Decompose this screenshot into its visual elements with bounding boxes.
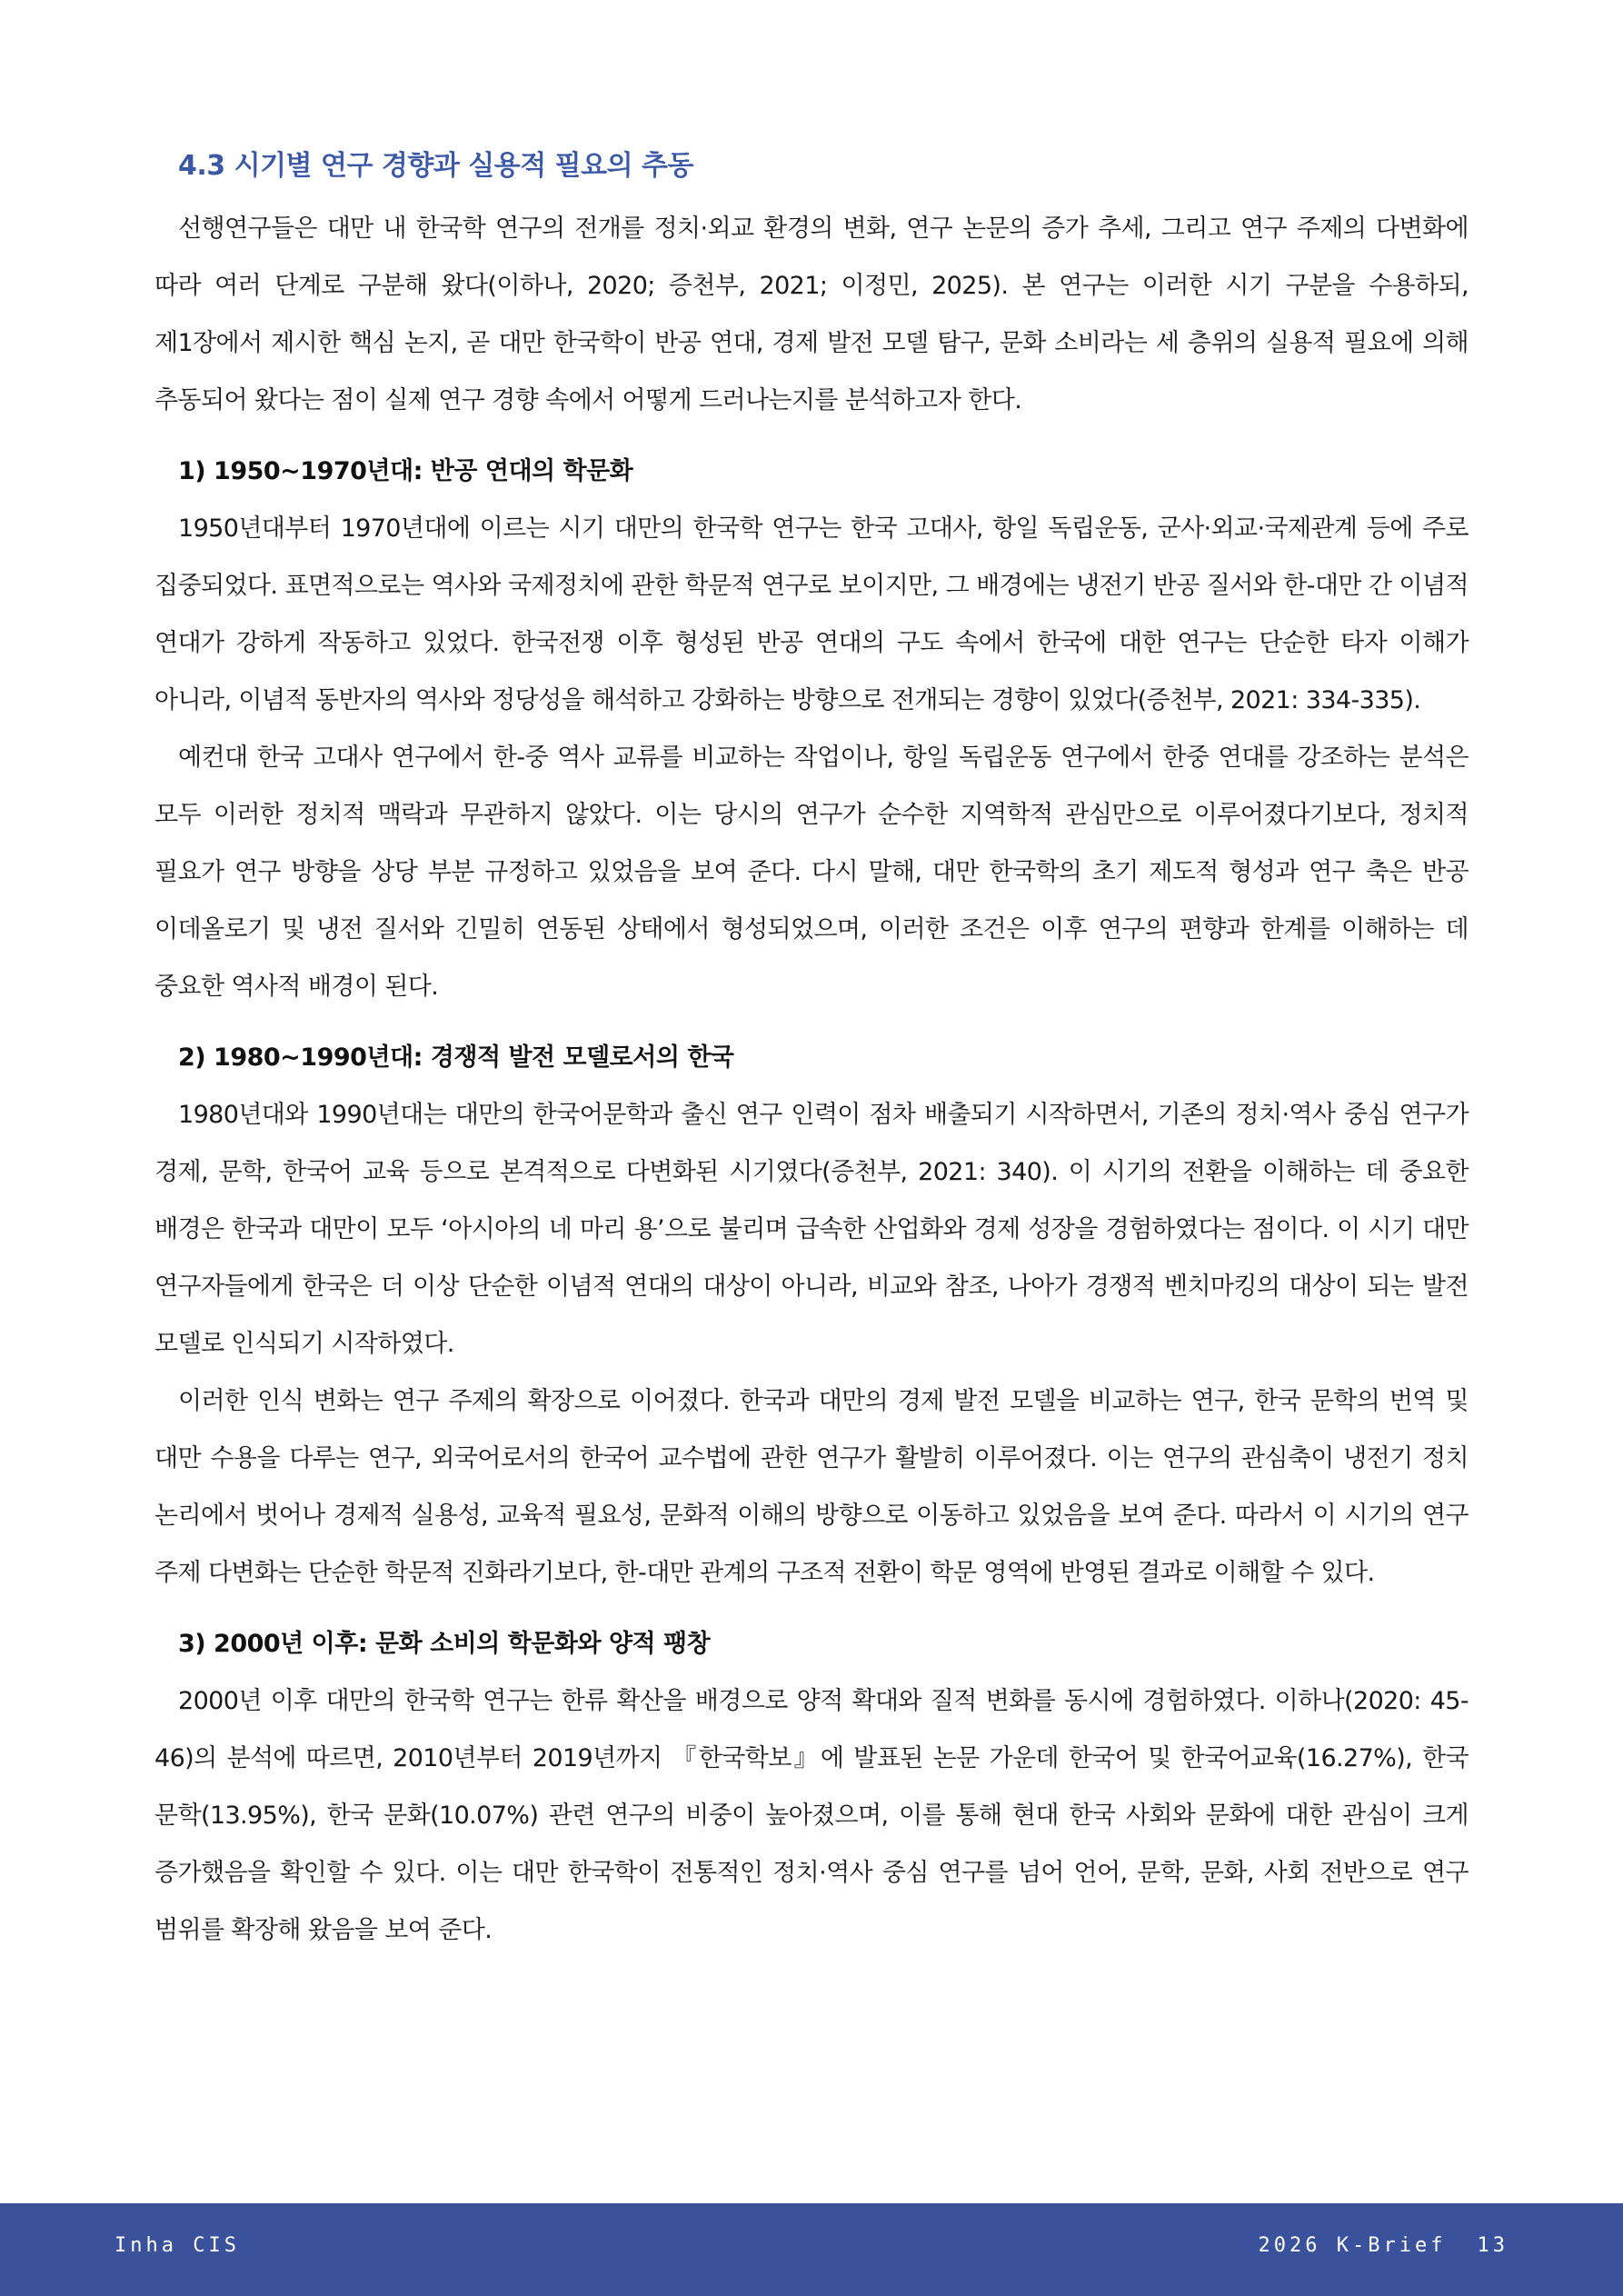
document-body xyxy=(154,145,1469,1959)
page-footer xyxy=(0,2203,1623,2296)
subsection-2000s xyxy=(154,1622,1469,1959)
subsection-heading: 1) 1950~1970년대: 반공 연대의 학문화 xyxy=(178,457,633,485)
paragraph: 1980년대와 1990년대는 대만의 한국어문학과 출신 연구 인력이 점차 배출되기 시작하면서, 기존의 정치·역사 중심 연구가 경제, 문학, 한국어 교육 등으로 본격적으로 다변화된 시기였다(증천부, 2021: 340). 이 시기의 전환을 이해하는 데 중요한 배경은 한국과 대만이 모두 ‘아시아의 네 마리 용’으로 불리며 급속한 산업화와 경제 성장을 경험하였다는 점이다. 이 시기 대만 연구자들에게 한국은 더 이상 단순한 이념적 연대의 대상이 아니라, 비교와 참조, 나아가 경쟁적 벤치마킹의 대상이 되는 발전 모델로 인식되기 시작하였다. xyxy=(154,1101,1469,1358)
paragraph: 예컨대 한국 고대사 연구에서 한-중 역사 교류를 비교하는 작업이나, 항일 독립운동 연구에서 한중 연대를 강조하는 분석은 모두 이러한 정치적 맥락과 무관하지 않았다. 이는 당시의 연구가 순수한 지역학적 관심만으로 이루어졌다기보다, 정치적 필요가 연구 방향을 상당 부분 규정하고 있었음을 보여 준다. 다시 말해, 대만 한국학의 초기 제도적 형성과 연구 축은 반공 이데올로기 및 냉전 질서와 긴밀히 연동된 상태에서 형성되었으며, 이러한 조건은 이후 연구의 편향과 한계를 이해하는 데 중요한 역사적 배경이 된다. xyxy=(154,744,1469,1001)
paragraph: 1950년대부터 1970년대에 이르는 시기 대만의 한국학 연구는 한국 고대사, 항일 독립운동, 군사·외교·국제관계 등에 주로 집중되었다. 표면적으로는 역사와 국제정치에 관한 학문적 연구로 보이지만, 그 배경에는 냉전기 반공 질서와 한-대만 간 이념적 연대가 강하게 작동하고 있었다. 한국전쟁 이후 형성된 반공 연대의 구도 속에서 한국에 대한 연구는 단순한 타자 이해가 아니라, 이념적 동반자의 역사와 정당성을 해석하고 강화하는 방향으로 전개되는 경향이 있었다(증천부, 2021: 334-335). xyxy=(154,514,1469,714)
paragraph: 이러한 인식 변화는 연구 주제의 확장으로 이어졌다. 한국과 대만의 경제 발전 모델을 비교하는 연구, 한국 문학의 번역 및 대만 수용을 다루는 연구, 외국어로서의 한국어 교수법에 관한 연구가 활발히 이루어졌다. 이는 연구의 관심축이 냉전기 정치 논리에서 벗어나 경제적 실용성, 교육적 필요성, 문화적 이해의 방향으로 이동하고 있었음을 보여 준다. 따라서 이 시기의 연구 주제 다변화는 단순한 학문적 진화라기보다, 한-대만 관계의 구조적 전환이 학문 영역에 반영된 결과로 이해할 수 있다. xyxy=(154,1387,1469,1587)
footer-right xyxy=(1259,2234,1508,2257)
subsection-heading: 2) 1980~1990년대: 경쟁적 발전 모델로서의 한국 xyxy=(178,1043,734,1072)
subsection-heading: 3) 2000년 이후: 문화 소비의 학문화와 양적 팽창 xyxy=(178,1630,711,1658)
subsection-1980s-1990s xyxy=(154,1035,1469,1602)
footer-org-name: Inha CIS xyxy=(115,2234,240,2257)
page-number: 13 xyxy=(1477,2234,1508,2257)
intro-paragraph: 선행연구들은 대만 내 한국학 연구의 전개를 정치·외교 환경의 변화, 연구 논문의 증가 추세, 그리고 연구 주제의 다변화에 따라 여러 단계로 구분해 왔다(이하나, 2020; 증천부, 2021; 이정민, 2025). 본 연구는 이러한 시기 구분을 수용하되, 제1장에서 제시한 핵심 논지, 곧 대만 한국학이 반공 연대, 경제 발전 모델 탐구, 문화 소비라는 세 층위의 실용적 필요에 의해 추동되어 왔다는 점이 실제 연구 경향 속에서 어떻게 드러나는지를 분석하고자 한다. xyxy=(154,215,1469,414)
section-heading: 4.3 시기별 연구 경향과 실용적 필요의 추동 xyxy=(178,150,693,182)
subsection-1950s-1970s xyxy=(154,449,1469,1015)
paragraph: 2000년 이후 대만의 한국학 연구는 한류 확산을 배경으로 양적 확대와 질적 변화를 동시에 경험하였다. 이하나(2020: 45-46)의 분석에 따르면, 2010년부터 2019년까지 『한국학보』에 발표된 논문 가운데 한국어 및 한국어교육(16.27%), 한국 문학(13.95%), 한국 문화(10.07%) 관련 연구의 비중이 높아졌으며, 이를 통해 현대 한국 사회와 문화에 대한 관심이 크게 증가했음을 확인할 수 있다. 이는 대만 한국학이 전통적인 정치·역사 중심 연구를 넘어 언어, 문학, 문화, 사회 전반으로 연구 범위를 확장해 왔음을 보여 준다. xyxy=(154,1687,1469,1944)
footer-publication: 2026 K-Brief xyxy=(1258,2234,1447,2257)
